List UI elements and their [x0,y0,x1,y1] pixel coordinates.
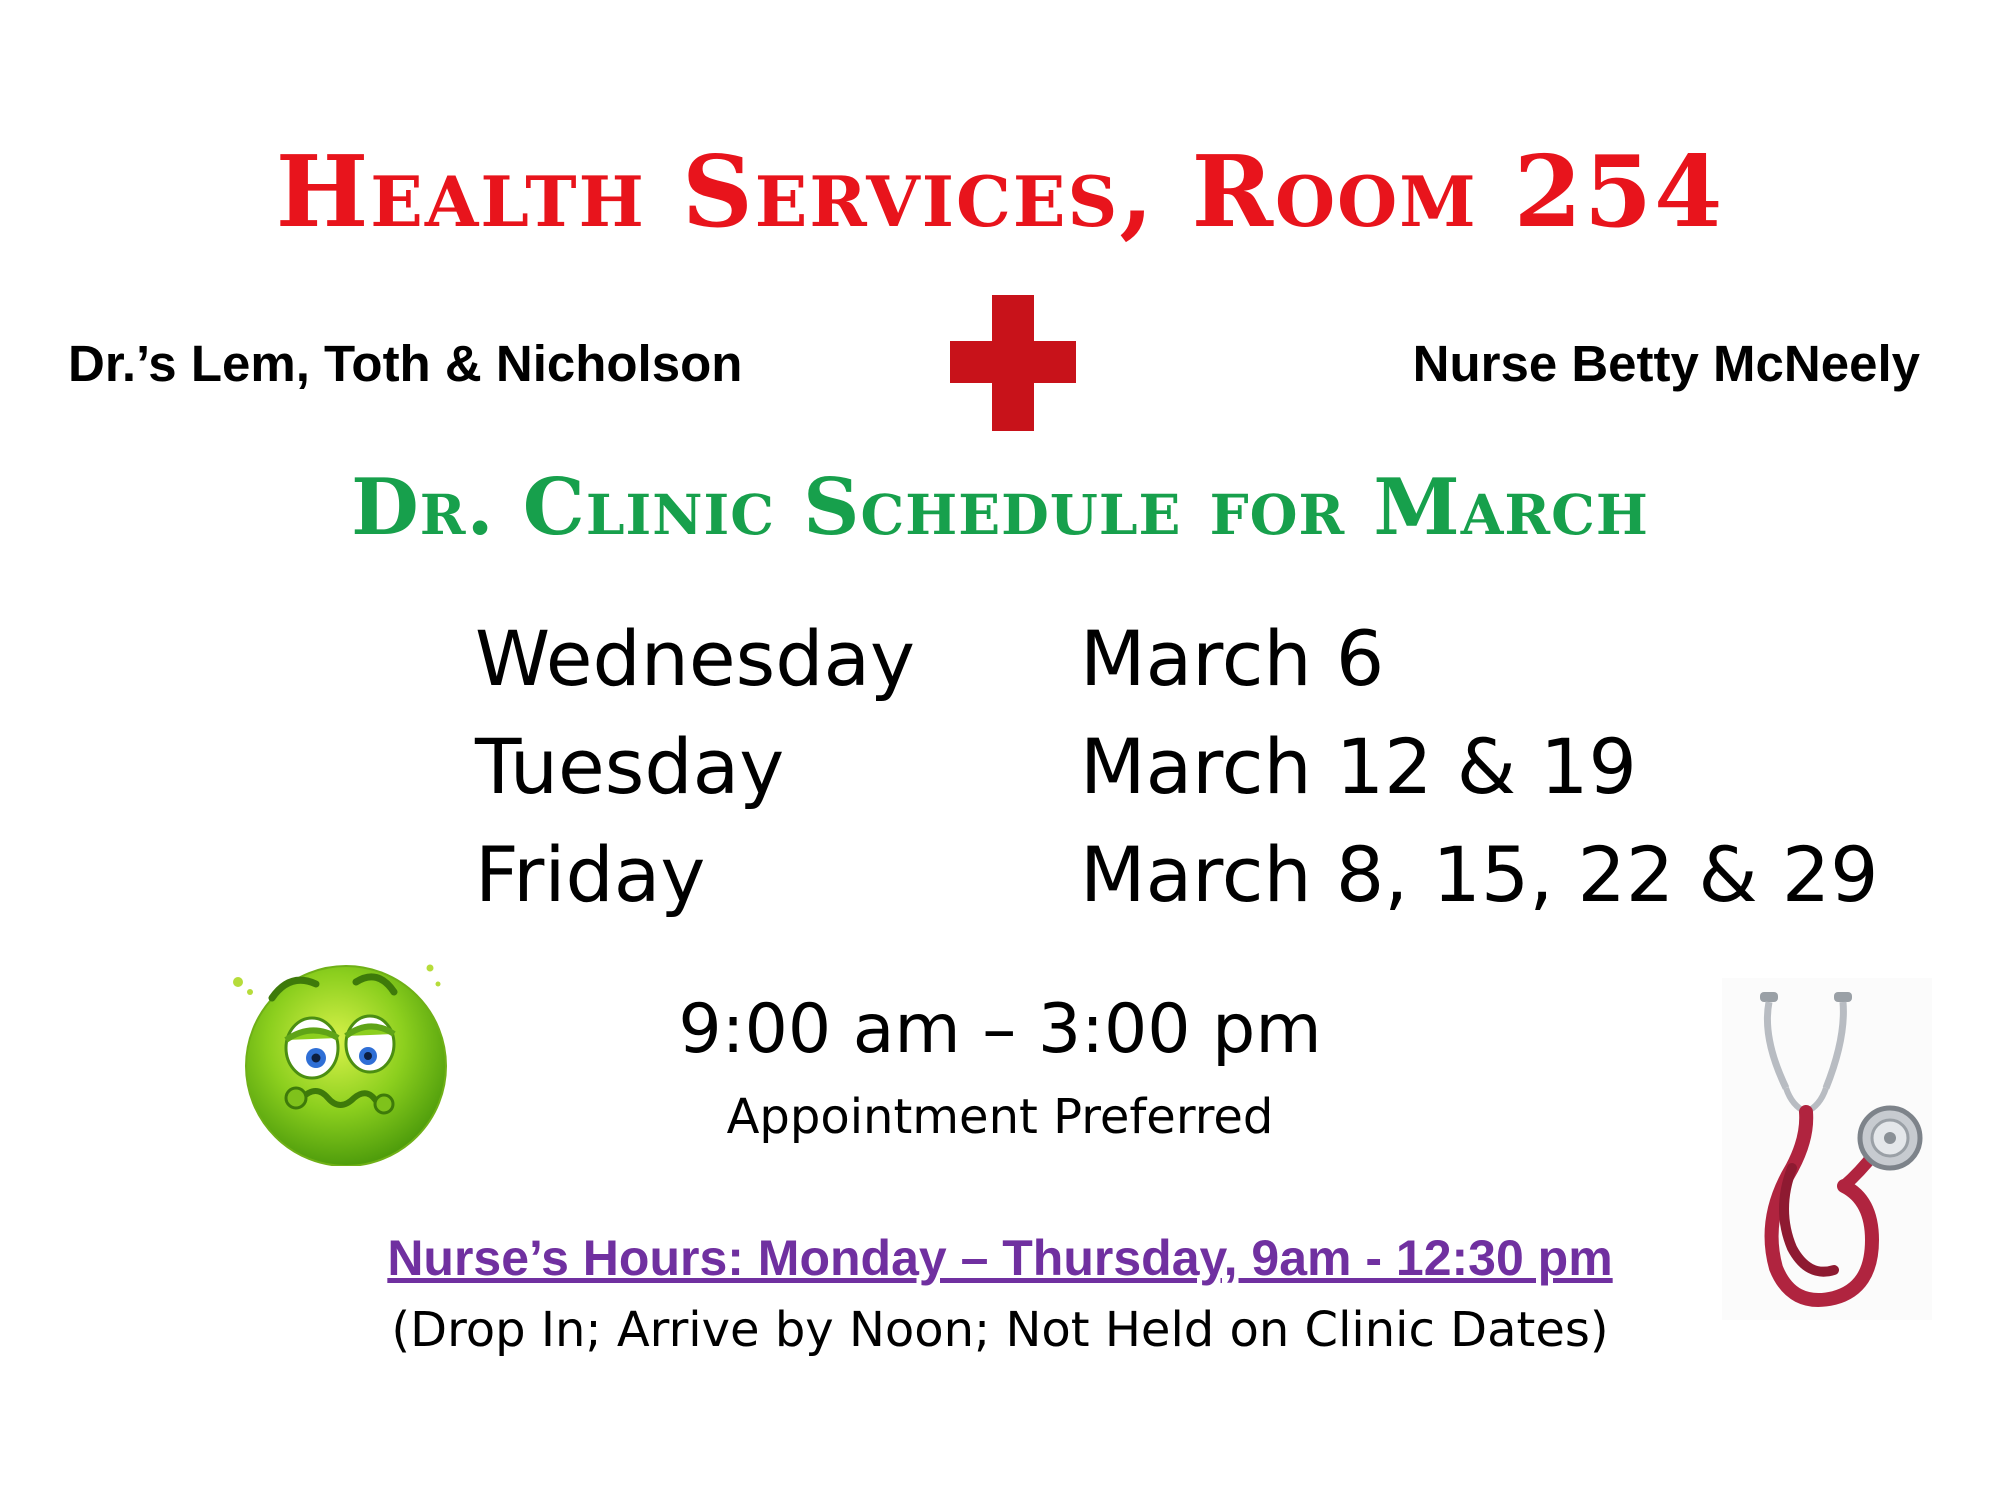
schedule-row [475,821,1879,929]
clinic-schedule-title: Dr. Clinic Schedule for March [351,462,1649,553]
schedule-dates: March 8, 15, 22 & 29 [1080,830,1879,919]
nurse-hours-note: (Drop In; Arrive by Noon; Not Held on Clinic Dates) [391,1302,1609,1358]
schedule-row [475,605,1879,713]
appointment-note: Appointment Preferred [726,1089,1274,1145]
red-cross-icon [950,295,1076,431]
schedule-dates: March 6 [1080,614,1385,703]
schedule-day: Wednesday [475,614,916,703]
page-title: Health Services, Room 254 [275,135,1725,250]
stethoscope-icon [1722,978,1932,1320]
schedule-day: Tuesday [475,722,785,811]
nurse-hours: Nurse’s Hours: Monday – Thursday, 9am - 12:30 pm [387,1230,1613,1286]
schedule-day: Friday [475,830,706,919]
schedule-row [475,713,1879,821]
doctors-names: Dr.’s Lem, Toth & Nicholson [68,335,743,392]
nurse-name: Nurse Betty McNeely [1412,335,1920,392]
clinic-hours: 9:00 am – 3:00 pm [678,990,1322,1069]
schedule-dates: March 12 & 19 [1080,722,1637,811]
clinic-schedule [475,605,1879,929]
